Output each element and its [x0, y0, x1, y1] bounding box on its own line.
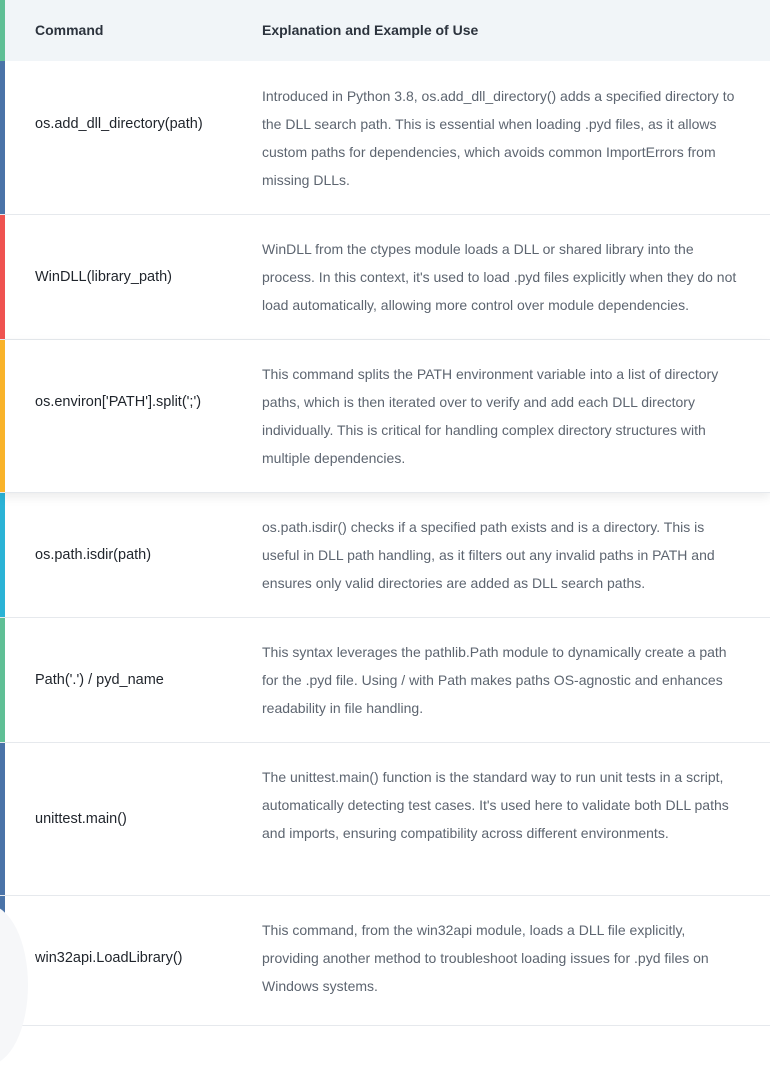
row-command: unittest.main(): [35, 811, 127, 827]
table-row: [0, 215, 770, 340]
row-explanation: This command, from the win32api module, loads a DLL file explicitly, providing another method to troubleshoot loading issues for .pyd files on Windows systems.: [262, 922, 709, 994]
table-header-row: [0, 0, 770, 62]
row-accent-bar: [0, 743, 5, 895]
header-accent-bar: [0, 0, 5, 61]
row-explanation: This command splits the PATH environment variable into a list of directory paths, which is then iterated over to verify and add each DLL directory individually. This is critical for handling complex directory structures with multiple dependencies.: [262, 366, 719, 466]
table-row: [0, 743, 770, 896]
row-command: os.environ['PATH'].split(';'): [35, 394, 202, 410]
table-row: [0, 618, 770, 743]
row-accent-bar: [0, 61, 5, 214]
row-command: Path('.') / pyd_name: [35, 672, 164, 688]
row-explanation: WinDLL from the ctypes module loads a DLL or shared library into the process. In this context, it's used to load .pyd files explicitly when they do not load automatically, allowing more control over module dependencies.: [262, 241, 737, 313]
table-row: [0, 896, 770, 1026]
row-accent-bar: [0, 493, 5, 617]
header-command: Command: [35, 22, 104, 38]
row-explanation: The unittest.main() function is the standard way to run unit tests in a script, automatically detecting test cases. It's used here to validate both DLL paths and imports, ensuring compatibility across different environments.: [262, 769, 729, 841]
row-accent-bar: [0, 340, 5, 492]
row-command: WinDLL(library_path): [35, 269, 172, 285]
row-explanation: This syntax leverages the pathlib.Path module to dynamically create a path for the .pyd file. Using / with Path makes paths OS-agnostic and enhances readability in file handling.: [262, 644, 727, 716]
row-command: win32api.LoadLibrary(): [35, 950, 183, 966]
row-accent-bar: [0, 618, 5, 742]
header-explanation: Explanation and Example of Use: [262, 22, 479, 38]
row-command: os.path.isdir(path): [35, 547, 152, 563]
table-row: [0, 61, 770, 215]
table-row: [0, 340, 770, 493]
row-explanation: os.path.isdir() checks if a specified path exists and is a directory. This is useful in DLL path handling, as it filters out any invalid paths in PATH and ensures only valid directories are added as DLL search paths.: [262, 519, 715, 591]
row-command: os.add_dll_directory(path): [35, 116, 203, 132]
row-accent-bar: [0, 215, 5, 339]
row-explanation: Introduced in Python 3.8, os.add_dll_directory() adds a specified directory to the DLL search path. This is essential when loading .pyd files, as it allows custom paths for dependencies, which avoids common ImportErrors from missing DLLs.: [262, 88, 735, 188]
table-row: [0, 493, 770, 618]
